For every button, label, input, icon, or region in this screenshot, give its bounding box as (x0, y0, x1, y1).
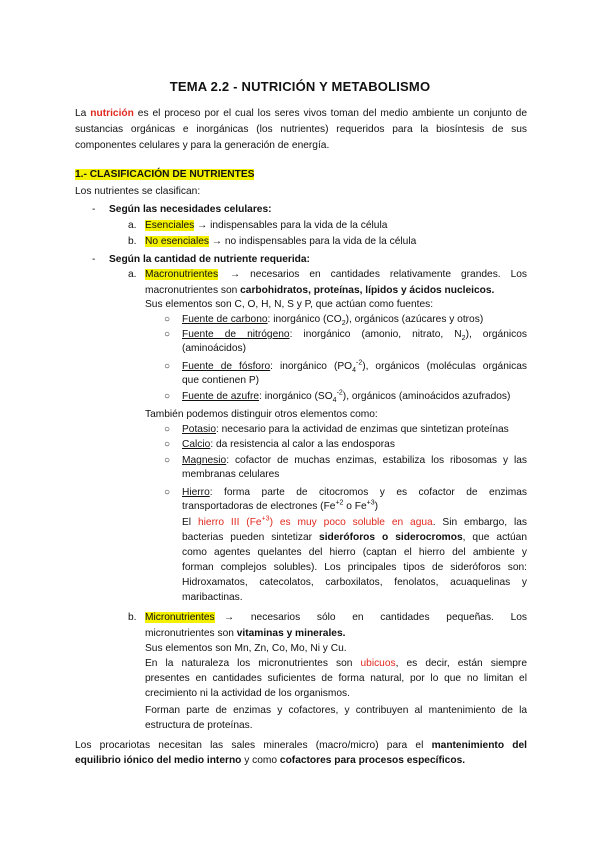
intro-line-1: La nutrición es el proceso por el cual los seres vivos toman del medio ambiente un conjunto de (75, 108, 528, 119)
hierro-line-3: El hierro III $(Fe^{+3})$ es muy poco soluble en agua. Sin embargo, las (182, 515, 528, 528)
list-marker-b: b. (128, 236, 137, 247)
hierro-line-6: forman complejos solubles). Los principales tipos de sideróforos son: (182, 562, 527, 573)
bullet-icon: ○ (164, 487, 171, 498)
bullet-icon: ○ (164, 424, 171, 435)
micro-line-4: En la naturaleza los micronutrientes son ubicuos, es decir, están siempre (145, 658, 527, 669)
micro-line-6: crecimiento ni la actividad de los organismos. (145, 688, 350, 699)
macro-name: Macronutrientes (145, 269, 219, 280)
hierro-line-4: bacterias pueden sintetizar sideróforos o siderocromos, que actúan (182, 532, 527, 543)
macro-line-1: → necesarios en cantidades relativamente grandes. Los (230, 269, 527, 280)
nutricion-term: nutrición (90, 108, 134, 119)
fuente-carbono: Fuente de carbono: inorgánico $(CO_2)$, orgánicos (azúcares y otros) (182, 314, 484, 328)
dash-bullet: - (92, 254, 96, 265)
section-lead: Los nutrientes se clasifican: (75, 186, 201, 197)
hierro-line-5: como agentes quelantes del hierro (captan el hierro del ambiente y (182, 547, 527, 558)
list-marker-a: a. (128, 220, 137, 231)
other-elements-lead: También podemos distinguir otros elementos como: (145, 409, 378, 420)
intro-line-3: componentes celulares y para la generación de energía. (75, 140, 330, 151)
micro-line-3: Sus elementos son Mn, Zn, Co, Mo, Ni y Cu. (145, 643, 347, 654)
hierro-line-7: Hidroxamatos, catecolatos, carboxilatos, fenolatos, acuaquelinas y (182, 577, 527, 588)
potasio-item: Potasio: necesario para la actividad de enzimas que sintetizan proteínas (182, 424, 509, 435)
micro-name: Micronutrientes (145, 612, 215, 623)
bullet-icon: ○ (164, 439, 171, 450)
bullet-icon: ○ (164, 391, 171, 402)
intro-line-2: sustancias orgánicas e inorgánicas (los nutrientes) requeridos para la biosíntesis de sus (75, 124, 527, 135)
calcio-item: Calcio: da resistencia al calor a las endosporas (182, 439, 395, 450)
fuente-azufre: Fuente de azufre: inorgánico $(SO_4^{-2})$, orgánicos (aminoácidos azufrados) (182, 389, 511, 405)
bullet-icon: ○ (164, 361, 171, 372)
esenciales-item: Esenciales → indispensables para la vida de la célula (145, 220, 388, 231)
micro-line-7: Forman parte de enzimas y cofactores, y contribuyen al mantenimiento de la (145, 705, 527, 716)
magnesio-line-2: membranas celulares (182, 469, 280, 480)
list-marker-a: a. (128, 269, 137, 280)
micro-line-5: presentes en cantidades suficientes de forma natural, por lo que no limitan el (145, 673, 527, 684)
closing-line-2: equilibrio iónico del medio interno y como cofactores para procesos específicos. (75, 755, 466, 766)
quantity-label: Según la cantidad de nutriente requerida: (109, 254, 310, 265)
bullet-icon: ○ (164, 455, 171, 466)
hierro-item: Hierro: forma parte de citocromos y es cofactor de enzimas (182, 487, 527, 498)
page-title: TEMA 2.2 - NUTRICIÓN Y METABOLISMO (169, 79, 431, 94)
fuente-fosforo: Fuente de fósforo: inorgánico $(PO_4^{-2})$, orgánicos (moléculas orgánicas (182, 359, 527, 375)
needs-label: Según las necesidades celulares: (109, 204, 272, 215)
fuente-fosforo-line-2: que contienen P) (182, 375, 260, 386)
closing-line-1: Los procariotas necesitan las sales minerales (macro/micro) para el mantenimiento del (75, 740, 527, 751)
fuente-nitrogeno: Fuente de nitrógeno: inorgánico (amonio, nitrato, $N_2$), orgánicos (182, 329, 527, 343)
macro-line-2: macronutrientes son carbohidratos, proteínas, lípidos y ácidos nucleicos. (145, 285, 495, 296)
hierro-line-2: transportadoras de electrones ($Fe^{+2}$ o $Fe^{+3}$) (182, 499, 379, 512)
fuente-nitrogeno-line-2: (aminoácidos) (182, 343, 246, 354)
hierro-line-8: maribactinas. (182, 592, 243, 603)
macro-line-3: Sus elementos son C, O, H, N, S y P, que actúan como fuentes: (145, 299, 434, 310)
bullet-icon: ○ (164, 329, 171, 340)
list-marker-b: b. (128, 612, 137, 623)
magnesio-item: Magnesio: cofactor de muchas enzimas, estabiliza los ribosomas y las (182, 455, 527, 466)
bullet-icon: ○ (164, 314, 171, 325)
dash-bullet: - (92, 204, 96, 215)
no-esenciales-item: No esenciales → no indispensables para la vida de la célula (145, 236, 417, 247)
micro-line-1: → necesarios sólo en cantidades pequeñas. Los (224, 612, 527, 623)
micro-line-8: estructura de proteínas. (145, 720, 253, 731)
section-heading: 1.- CLASIFICACIÓN DE NUTRIENTES (75, 169, 255, 180)
micro-line-2: micronutrientes son vitaminas y minerales. (145, 628, 346, 639)
